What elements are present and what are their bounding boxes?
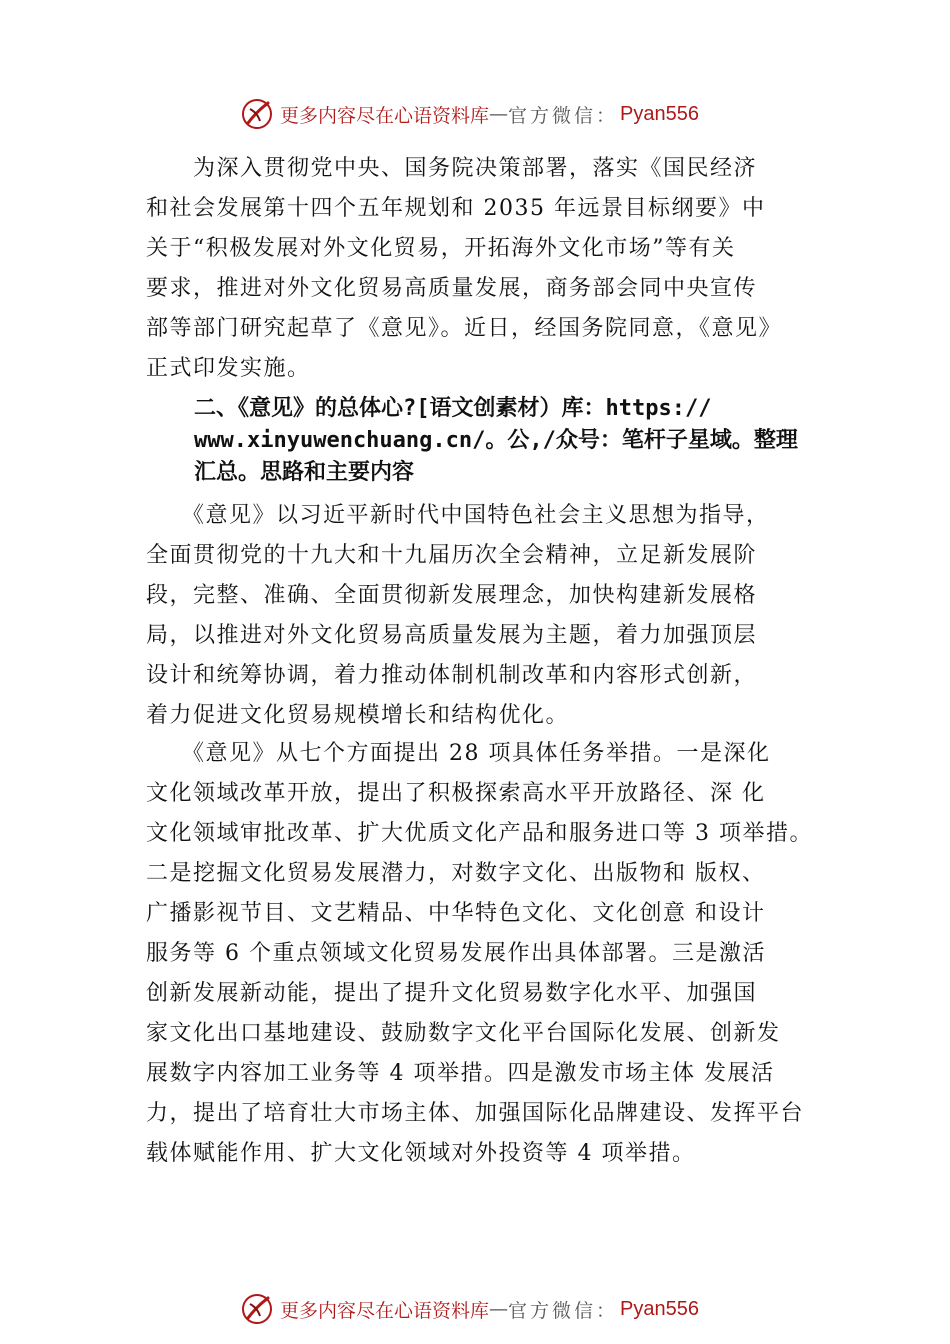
- text-line: 《意见》从七个方面提出 28 项具体任务举措。一是深化: [146, 741, 771, 766]
- heading-line: 二、《意见》的总体心?[语文创素材）库：https://: [194, 396, 712, 421]
- paragraph-overall-idea: [146, 496, 846, 736]
- footer-banner: [240, 1291, 760, 1327]
- text-line: 和社会发展第十四个五年规划和 2035 年远景目标纲要》中: [146, 196, 766, 221]
- text-line: 段，完整、准确、全面贯彻新发展理念，加快构建新发展格: [146, 583, 758, 608]
- paragraph-main-content: [146, 734, 846, 1174]
- banner-brand: 更多内容尽在心语资料库: [280, 1299, 490, 1322]
- text-line: 着力促进文化贸易规模增长和结构优化。: [146, 703, 570, 728]
- text-line: 全面贯彻党的十九大和十九届历次全会精神，立足新发展阶: [146, 543, 758, 568]
- text-line: 为深入贯彻党中央、国务院决策部署，落实《国民经济: [146, 156, 758, 181]
- text-line: 力，提出了培育壮大市场主体、加强国际化品牌建设、发挥平台: [146, 1101, 805, 1126]
- text-line: 展数字内容加工业务等 4 项举措。四是激发市场主体 发展活: [146, 1061, 775, 1086]
- text-line: 正式印发实施。: [146, 356, 311, 381]
- text-line: 部等部门研究起草了《意见》。近日，经国务院同意，《意见》: [146, 316, 783, 341]
- text-line: 服务等 6 个重点领域文化贸易发展作出具体部署。三是激活: [146, 941, 766, 966]
- heading-line: www.xinyuwenchuang.cn/。公,/众号：笔杆子星域。整理: [194, 428, 798, 453]
- brush-logo-icon: [240, 97, 274, 131]
- banner-separator: —: [489, 103, 509, 125]
- text-line: 设计和统筹协调，着力推动体制机制改革和内容形式创新，: [146, 663, 758, 688]
- brush-logo-icon: [240, 1292, 274, 1326]
- banner-wechat-label: 官方微信：: [508, 104, 619, 127]
- text-line: 要求，推进对外文化贸易高质量发展，商务部会同中央宣传: [146, 276, 758, 301]
- banner-wechat-id: Pyan556: [620, 1297, 699, 1320]
- banner-wechat-id: Pyan556: [620, 102, 699, 125]
- text-line: 《意见》以习近平新时代中国特色社会主义思想为指导，: [146, 503, 770, 528]
- text-line: 家文化出口基地建设、鼓励数字文化平台国际化发展、创新发: [146, 1021, 781, 1046]
- text-line: 广播影视节目、文艺精品、中华特色文化、文化创意 和设计: [146, 901, 766, 926]
- heading-line: 汇总。思路和主要内容: [194, 460, 415, 485]
- text-line: 创新发展新动能，提出了提升文化贸易数字化水平、加强国: [146, 981, 758, 1006]
- banner-separator: —: [489, 1298, 509, 1320]
- text-line: 文化领域审批改革、扩大优质文化产品和服务进口等 3 项举措。: [146, 821, 813, 846]
- text-line: 载体赋能作用、扩大文化领域对外投资等 4 项举措。: [146, 1141, 696, 1166]
- paragraph-intro: [146, 149, 846, 389]
- banner-brand: 更多内容尽在心语资料库: [280, 104, 490, 127]
- banner-wechat-label: 官方微信：: [508, 1299, 619, 1322]
- section-heading: [194, 393, 854, 489]
- text-line: 局，以推进对外文化贸易高质量发展为主题，着力加强顶层: [146, 623, 758, 648]
- text-line: 关于“积极发展对外文化贸易，开拓海外文化市场”等有关: [146, 236, 736, 261]
- text-line: 文化领域改革开放，提出了积极探索高水平开放路径、深 化: [146, 781, 766, 806]
- header-banner: [240, 96, 760, 132]
- text-line: 二是挖掘文化贸易发展潜力，对数字文化、出版物和 版权、: [146, 861, 766, 886]
